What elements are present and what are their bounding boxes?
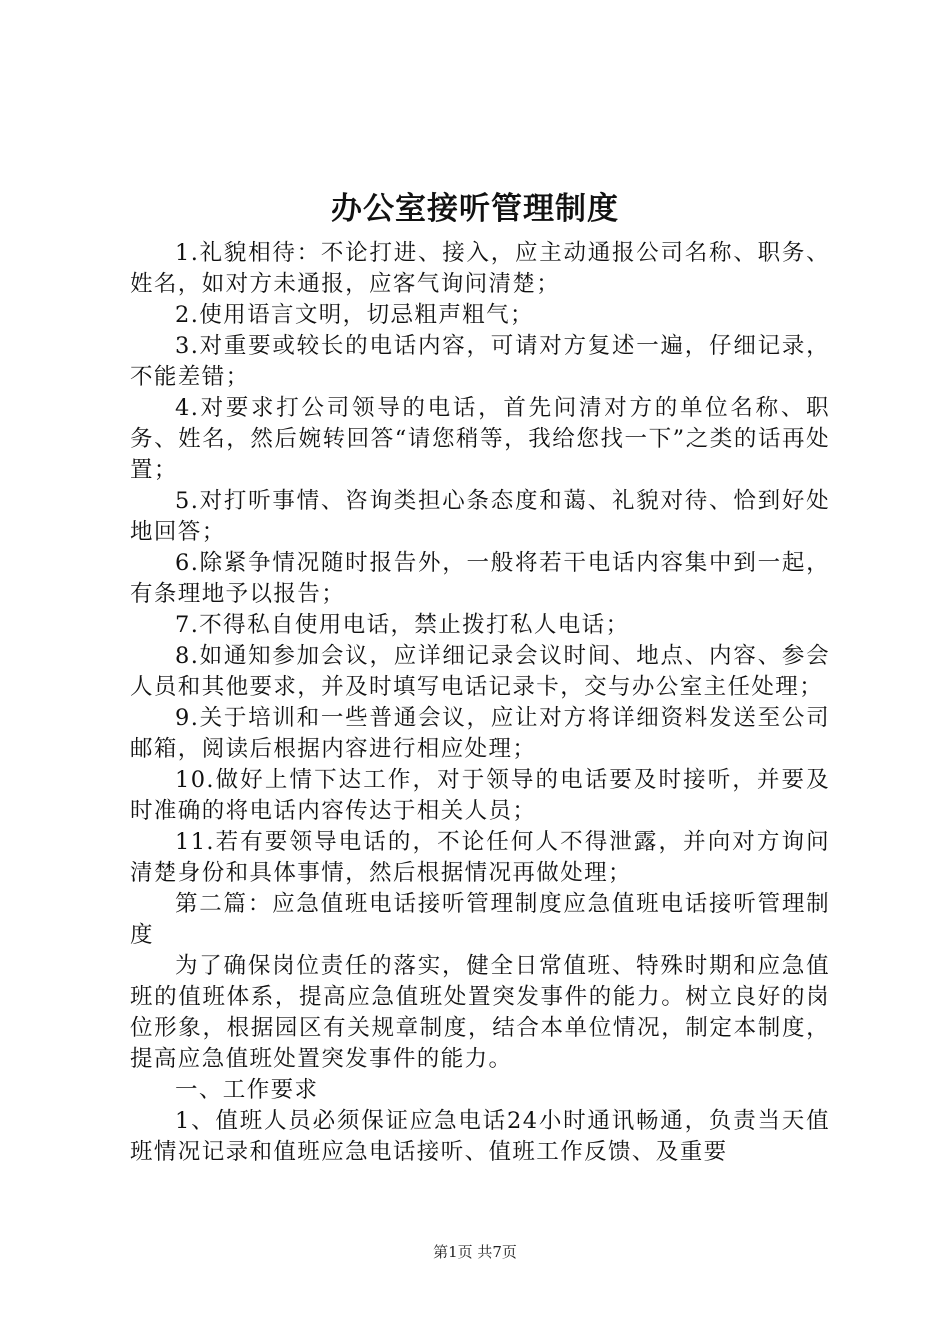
paragraph: 10.做好上情下达工作，对于领导的电话要及时接听，并要及时准确的将电话内容传达于相关人员； xyxy=(130,767,830,824)
paragraph: 6.除紧争情况随时报告外，一般将若干电话内容集中到一起，有条理地予以报告； xyxy=(130,550,830,607)
paragraph: 1.礼貌相待：不论打进、接入，应主动通报公司名称、职务、姓名，如对方未通报，应客气询问清楚； xyxy=(130,240,830,297)
paragraph: 9.关于培训和一些普通会议，应让对方将详细资料发送至公司邮箱，阅读后根据内容进行相应处理； xyxy=(130,705,830,762)
paragraph: 3.对重要或较长的电话内容，可请对方复述一遍，仔细记录，不能差错； xyxy=(130,333,830,390)
paragraph: 2.使用语言文明，切忌粗声粗气； xyxy=(175,302,534,328)
section-heading: 第二篇：应急值班电话接听管理制度应急值班电话接听管理制度 xyxy=(130,891,830,948)
paragraph: 为了确保岗位责任的落实，健全日常值班、特殊时期和应急值班的值班体系，提高应急值班处置突发事件的能力。树立良好的岗位形象，根据园区有关规章制度，结合本单位情况，制定本制度，提高应急值班处置突发事件的能力。 xyxy=(130,953,830,1072)
paragraph: 1、值班人员必须保证应急电话24小时通讯畅通，负责当天值班情况记录和值班应急电话接听、值班工作反馈、及重要 xyxy=(130,1108,830,1165)
paragraph: 11.若有要领导电话的，不论任何人不得泄露，并向对方询问清楚身份和具体事情，然后根据情况再做处理； xyxy=(130,829,830,886)
page-number-footer: 第1页 共7页 xyxy=(433,1243,517,1261)
paragraph: 4.对要求打公司领导的电话，首先问清对方的单位名称、职务、姓名，然后婉转回答“请您稍等，我给您找一下”之类的话再处置； xyxy=(130,395,830,483)
subsection-heading: 一、工作要求 xyxy=(175,1077,319,1103)
paragraph: 7.不得私自使用电话，禁止拨打私人电话； xyxy=(175,612,630,638)
paragraph: 5.对打听事情、咨询类担心条态度和蔼、礼貌对待、恰到好处地回答； xyxy=(130,488,830,545)
paragraph: 8.如通知参加会议，应详细记录会议时间、地点、内容、参会人员和其他要求，并及时填写电话记录卡，交与办公室主任处理； xyxy=(130,643,830,700)
document-title: 办公室接听管理制度 xyxy=(331,191,619,227)
document-body xyxy=(130,238,830,1168)
